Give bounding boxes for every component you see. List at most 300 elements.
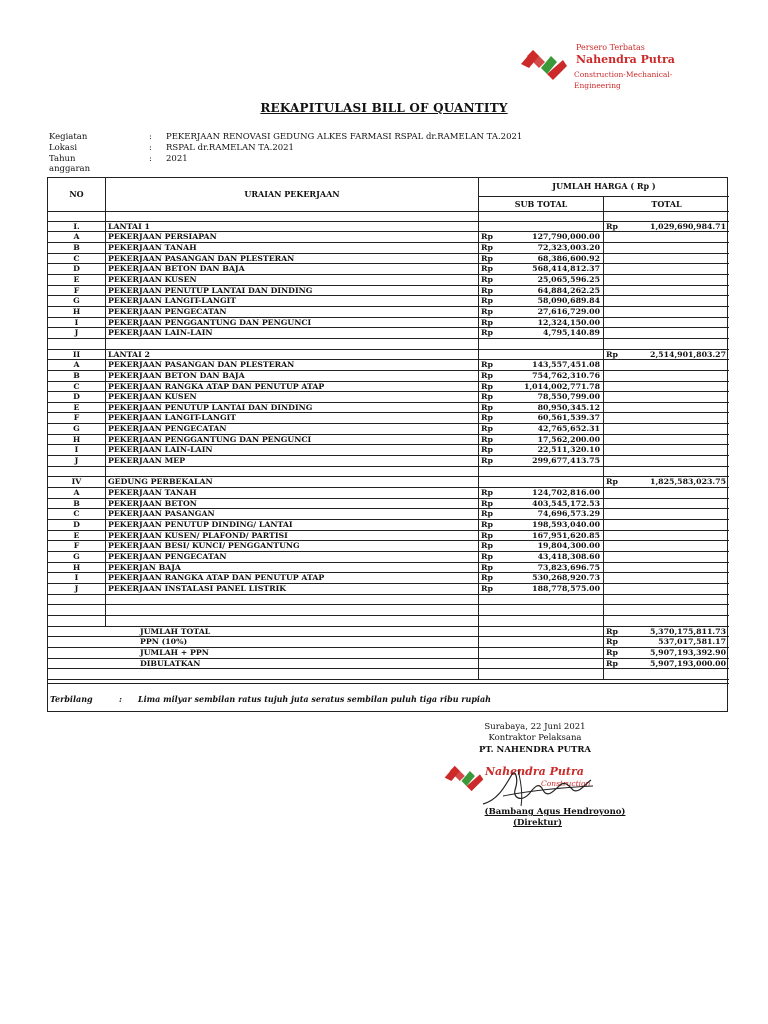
subtotal-amount: 25,065,596.25 (537, 274, 600, 284)
cell-total (604, 499, 729, 509)
cell-subtotal (479, 392, 604, 402)
cell-no (48, 648, 106, 658)
currency-label: Rp (481, 296, 493, 306)
cell-total (604, 488, 729, 498)
cell-no: A (48, 488, 106, 498)
currency-label: Rp (481, 402, 493, 412)
cell-no: A (48, 360, 106, 370)
cell-no: J (48, 456, 106, 466)
summary-row (48, 627, 729, 638)
subtotal-amount: 43,418,308.60 (537, 552, 600, 561)
cell-subtotal (479, 499, 604, 509)
cell-no: B (48, 243, 106, 253)
table-row (48, 275, 729, 286)
cell-no (48, 339, 106, 349)
boq-table (47, 177, 728, 712)
cell-total (604, 382, 729, 392)
subtotal-amount: 403,545,172.53 (532, 498, 600, 508)
cell-subtotal (479, 605, 604, 615)
cell-uraian: PEKERJAAN LANGIT-LANGIT (106, 413, 479, 423)
table-row (48, 616, 729, 627)
cell-no: H (48, 435, 106, 445)
cell-no (48, 637, 106, 647)
summary-row (48, 648, 729, 659)
table-row (48, 307, 729, 318)
summary-row (48, 669, 729, 680)
currency-label: Rp (481, 456, 493, 466)
cell-no: C (48, 382, 106, 392)
subtotal-amount: 19,804,300.00 (537, 541, 600, 551)
cell-uraian: PEKERJAAN PENGECATAN (106, 307, 479, 317)
cell-total (604, 211, 729, 221)
cell-total (604, 371, 729, 381)
cell-subtotal (479, 488, 604, 498)
table-row (48, 232, 729, 243)
subtotal-amount: 72,323,003.20 (537, 242, 600, 252)
cell-no (48, 659, 106, 669)
cell-uraian: PEKERJAAN PASANGAN DAN PLESTERAN (106, 360, 479, 370)
currency-label: Rp (481, 424, 493, 434)
table-row (48, 254, 729, 265)
cell-no: I (48, 445, 106, 455)
cell-no (48, 616, 106, 626)
total-amount: 1,029,690,984.71 (650, 221, 726, 231)
table-row (48, 477, 729, 488)
cell-total (604, 424, 729, 434)
total-amount: 2,514,901,803.27 (650, 349, 726, 359)
total-amount: 1,825,583,023.75 (650, 477, 726, 487)
cell-subtotal (479, 648, 604, 658)
table-row (48, 424, 729, 435)
table-row (48, 509, 729, 520)
header-uraian: URAIAN PEKERJAAN (106, 178, 479, 211)
cell-uraian: PEKERJAAN BETON DAN BAJA (106, 371, 479, 381)
cell-uraian: PEKERJAAN PERSIAPAN (106, 232, 479, 242)
cell-uraian: PEKERJAAN BETON (106, 499, 479, 509)
subtotal-amount: 198,593,040.00 (532, 520, 600, 530)
cell-uraian: PEKERJAAN KUSEN/ PLAFOND/ PARTISI (106, 531, 479, 541)
cell-subtotal (479, 382, 604, 392)
cell-total (604, 616, 729, 626)
cell-no: J (48, 584, 106, 594)
cell-total (604, 637, 729, 647)
table-row (48, 222, 729, 233)
currency-label: Rp (481, 488, 493, 498)
cell-total (604, 605, 729, 615)
table-row (48, 296, 729, 307)
table-row (48, 350, 729, 361)
currency-label: Rp (606, 637, 618, 647)
cell-subtotal (479, 424, 604, 434)
currency-label: Rp (481, 253, 493, 263)
cell-no: J (48, 328, 106, 338)
currency-label: Rp (481, 562, 493, 572)
table-row (48, 328, 729, 339)
cell-no: I (48, 318, 106, 328)
cell-no: E (48, 275, 106, 285)
info-label: Lokasi (49, 143, 78, 153)
cell-subtotal (479, 456, 604, 466)
cell-uraian: PEKERJAAN KUSEN (106, 275, 479, 285)
summary-label (106, 669, 479, 679)
cell-total (604, 222, 729, 232)
cell-subtotal (479, 264, 604, 274)
currency-label: Rp (481, 317, 493, 327)
currency-label: Rp (481, 413, 493, 423)
header-subtotal: SUB TOTAL (479, 197, 604, 211)
cell-subtotal (479, 637, 604, 647)
currency-label: Rp (481, 573, 493, 583)
document-title: REKAPITULASI BILL OF QUANTITY (260, 101, 508, 115)
cell-no: A (48, 232, 106, 242)
cell-uraian (106, 616, 479, 626)
currency-label: Rp (481, 285, 493, 295)
cell-no: D (48, 392, 106, 402)
cell-subtotal (479, 595, 604, 605)
table-row (48, 456, 729, 467)
signature-company: PT. NAHENDRA PUTRA (479, 745, 591, 755)
currency-label: Rp (606, 658, 618, 668)
currency-label: Rp (481, 530, 493, 540)
cell-total (604, 509, 729, 519)
table-row (48, 584, 729, 595)
cell-subtotal (479, 307, 604, 317)
cell-uraian (106, 339, 479, 349)
cell-no: G (48, 552, 106, 562)
summary-label: DIBULATKAN (106, 659, 479, 669)
cell-no: C (48, 254, 106, 264)
table-row (48, 467, 729, 478)
header-jumlah-harga: JUMLAH HARGA ( Rp ) (479, 178, 729, 197)
cell-subtotal (479, 350, 604, 360)
cell-subtotal (479, 445, 604, 455)
cell-total (604, 339, 729, 349)
table-body (48, 211, 729, 680)
cell-subtotal (479, 520, 604, 530)
currency-label: Rp (481, 445, 493, 455)
info-value: RSPAL dr.RAMELAN TA.2021 (166, 143, 294, 153)
stamp-name: Nahendra Putra (485, 765, 584, 778)
subtotal-amount: 80,950,345.12 (537, 402, 600, 412)
cell-total (604, 296, 729, 306)
cell-no: C (48, 509, 106, 519)
info-value: PEKERJAAN RENOVASI GEDUNG ALKES FARMASI RSPAL dr.RAMELAN TA.2021 (166, 132, 523, 142)
cell-uraian: PEKERJAAN PENUTUP DINDING/ LANTAI (106, 520, 479, 530)
cell-no: E (48, 403, 106, 413)
currency-label: Rp (481, 434, 493, 444)
table-row (48, 318, 729, 329)
subtotal-amount: 73,823,696.75 (537, 562, 600, 572)
subtotal-amount: 188,778,575.00 (532, 583, 600, 593)
currency-label: Rp (606, 626, 618, 636)
table-row (48, 264, 729, 275)
cell-total (604, 307, 729, 317)
cell-subtotal (479, 552, 604, 562)
cell-uraian: PEKERJAAN MEP (106, 456, 479, 466)
header-no: NO (48, 178, 106, 211)
cell-uraian (106, 467, 479, 477)
subtotal-amount: 124,702,816.00 (532, 488, 600, 498)
table-row (48, 520, 729, 531)
cell-total (604, 360, 729, 370)
table-row (48, 552, 729, 563)
currency-label: Rp (481, 392, 493, 402)
cell-subtotal (479, 616, 604, 626)
table-row (48, 371, 729, 382)
cell-total (604, 467, 729, 477)
cell-no: I. (48, 222, 106, 232)
currency-label: Rp (606, 349, 618, 359)
subtotal-amount: 12,324,150.00 (537, 317, 600, 327)
cell-subtotal (479, 232, 604, 242)
terbilang-colon: : (119, 694, 122, 704)
terbilang-label: Terbilang (50, 694, 93, 704)
currency-label: Rp (481, 381, 493, 391)
cell-no (48, 467, 106, 477)
subtotal-amount: 74,696,573.29 (537, 509, 600, 519)
cell-no: E (48, 531, 106, 541)
cell-total (604, 445, 729, 455)
cell-no: IV (48, 477, 106, 487)
info-value: 2021 (166, 154, 188, 164)
cell-no: F (48, 413, 106, 423)
table-row (48, 243, 729, 254)
subtotal-amount: 42,765,652.31 (537, 424, 600, 434)
cell-subtotal (479, 669, 604, 679)
cell-uraian: PEKERJAAN TANAH (106, 488, 479, 498)
cell-total (604, 541, 729, 551)
table-row (48, 605, 729, 616)
cell-total (604, 243, 729, 253)
cell-total (604, 627, 729, 637)
company-logo (519, 40, 719, 90)
subtotal-amount: 143,557,451.08 (532, 360, 600, 370)
handwritten-signature (443, 756, 623, 811)
terbilang-text: Lima milyar sembilan ratus tujuh juta seratus sembilan puluh tiga ribu rupiah (138, 694, 491, 704)
cell-subtotal (479, 360, 604, 370)
cell-subtotal (479, 254, 604, 264)
cell-uraian: PEKERJAAN PENUTUP LANTAI DAN DINDING (106, 286, 479, 296)
summary-row (48, 659, 729, 670)
company-stamp (443, 756, 623, 811)
summary-label: JUMLAH TOTAL (106, 627, 479, 637)
summary-amount: 5,370,175,811.73 (650, 626, 726, 636)
currency-label: Rp (481, 498, 493, 508)
table-row (48, 595, 729, 606)
cell-total (604, 350, 729, 360)
cell-subtotal (479, 435, 604, 445)
cell-subtotal (479, 403, 604, 413)
cell-subtotal (479, 509, 604, 519)
cell-subtotal (479, 627, 604, 637)
cell-total (604, 318, 729, 328)
cell-uraian: PEKERJAAN RANGKA ATAP DAN PENUTUP ATAP (106, 382, 479, 392)
currency-label: Rp (481, 360, 493, 370)
cell-subtotal (479, 371, 604, 381)
summary-amount: 537,017,581.17 (658, 637, 726, 647)
currency-label: Rp (606, 477, 618, 487)
cell-uraian: PEKERJAAN LANGIT-LANGIT (106, 296, 479, 306)
summary-label: JUMLAH + PPN (106, 648, 479, 658)
cell-subtotal (479, 573, 604, 583)
cell-no: II (48, 350, 106, 360)
header-total: TOTAL (651, 199, 682, 209)
signatory-name: (Bambang Agus Hendroyono) (484, 807, 626, 817)
cell-total (604, 584, 729, 594)
table-row (48, 413, 729, 424)
cell-subtotal (479, 222, 604, 232)
cell-no: B (48, 499, 106, 509)
cell-no: H (48, 307, 106, 317)
cell-subtotal (479, 243, 604, 253)
cell-uraian (106, 595, 479, 605)
table-row (48, 392, 729, 403)
info-colon: : (149, 143, 152, 153)
subtotal-amount: 1,014,002,771.78 (524, 381, 600, 391)
terbilang-row (48, 683, 729, 713)
subtotal-amount: 754,762,310.76 (532, 370, 600, 380)
cell-uraian: PEKERJAAN BESI/ KUNCI/ PENGGANTUNG (106, 541, 479, 551)
currency-label: Rp (481, 306, 493, 316)
company-tagline: Persero Terbatas (576, 43, 645, 52)
currency-label: Rp (481, 552, 493, 561)
currency-label: Rp (481, 583, 493, 593)
cell-no (48, 627, 106, 637)
cell-uraian: PEKERJAAN KUSEN (106, 392, 479, 402)
cell-uraian (106, 211, 479, 221)
cell-uraian (106, 605, 479, 615)
table-row (48, 445, 729, 456)
subtotal-amount: 568,414,812.37 (532, 264, 600, 274)
subtotal-amount: 17,562,200.00 (537, 434, 600, 444)
cell-total (604, 563, 729, 573)
cell-no: F (48, 286, 106, 296)
cell-uraian: PEKERJAAN PENGECATAN (106, 552, 479, 562)
cell-uraian: PEKERJAAN LAIN-LAIN (106, 445, 479, 455)
cell-total (604, 413, 729, 423)
table-row (48, 499, 729, 510)
table-row (48, 339, 729, 350)
currency-label: Rp (481, 232, 493, 242)
cell-no: G (48, 424, 106, 434)
cell-subtotal (479, 275, 604, 285)
info-colon: : (149, 132, 152, 142)
cell-total (604, 520, 729, 530)
company-name: Nahendra Putra (576, 53, 675, 66)
cell-subtotal (479, 318, 604, 328)
currency-label: Rp (481, 264, 493, 274)
summary-label: PPN (10%) (106, 637, 479, 647)
cell-total (604, 595, 729, 605)
cell-total (604, 232, 729, 242)
cell-uraian: GEDUNG PERBEKALAN (106, 477, 479, 487)
cell-total (604, 531, 729, 541)
cell-no: H (48, 563, 106, 573)
info-label: Tahun anggaran (49, 154, 91, 174)
cell-subtotal (479, 413, 604, 423)
table-row (48, 211, 729, 222)
signature-role: Kontraktor Pelaksana (488, 733, 582, 743)
info-label: Kegiatan (49, 132, 88, 142)
currency-label: Rp (481, 541, 493, 551)
cell-uraian: PEKERJAAN PENUTUP LANTAI DAN DINDING (106, 403, 479, 413)
subtotal-amount: 60,561,539.37 (537, 413, 600, 423)
cell-no (48, 605, 106, 615)
subtotal-amount: 530,268,920.73 (532, 573, 600, 583)
cell-uraian: PEKERJAAN TANAH (106, 243, 479, 253)
cell-uraian: PEKERJAN BAJA (106, 563, 479, 573)
cell-uraian: PEKERJAAN BETON DAN BAJA (106, 264, 479, 274)
subtotal-amount: 64,884,262.25 (537, 285, 600, 295)
cell-no: D (48, 520, 106, 530)
cell-total (604, 254, 729, 264)
table-row (48, 286, 729, 297)
table-row (48, 382, 729, 393)
cell-no: B (48, 371, 106, 381)
cell-total (604, 275, 729, 285)
table-row (48, 531, 729, 542)
table-row (48, 563, 729, 574)
signatory-title: (Direktur) (512, 818, 562, 828)
cell-total (604, 573, 729, 583)
cell-no: G (48, 296, 106, 306)
currency-label: Rp (606, 221, 618, 231)
cell-total (604, 328, 729, 338)
cell-total (604, 456, 729, 466)
cell-subtotal (479, 296, 604, 306)
currency-label: Rp (481, 274, 493, 284)
summary-amount: 5,907,193,000.00 (650, 658, 726, 668)
currency-label: Rp (481, 509, 493, 519)
cell-total (604, 659, 729, 669)
company-sub: Construction-Mechanical-Engineering (574, 70, 673, 90)
subtotal-amount: 167,951,620.85 (532, 530, 600, 540)
subtotal-amount: 127,790,000.00 (532, 232, 600, 242)
table-row (48, 435, 729, 446)
cell-subtotal (479, 467, 604, 477)
currency-label: Rp (606, 647, 618, 657)
signature-place-date: Surabaya, 22 Juni 2021 (484, 722, 586, 732)
currency-label: Rp (481, 520, 493, 530)
cell-no (48, 211, 106, 221)
cell-total (604, 477, 729, 487)
cell-subtotal (479, 584, 604, 594)
cell-total (604, 552, 729, 562)
cell-no: D (48, 264, 106, 274)
cell-total (604, 435, 729, 445)
cell-total (604, 669, 729, 679)
subtotal-amount: 78,550,799.00 (537, 392, 600, 402)
subtotal-amount: 68,386,600.92 (537, 253, 600, 263)
subtotal-amount: 58,090,689.84 (537, 296, 600, 306)
currency-label: Rp (481, 242, 493, 252)
currency-label: Rp (481, 370, 493, 380)
table-row (48, 573, 729, 584)
cell-subtotal (479, 563, 604, 573)
cell-subtotal (479, 477, 604, 487)
table-row (48, 488, 729, 499)
table-row (48, 541, 729, 552)
cell-no (48, 669, 106, 679)
stamp-sub: Construction (541, 779, 591, 788)
cell-uraian: PEKERJAAN PASANGAN (106, 509, 479, 519)
currency-label: Rp (481, 328, 493, 338)
cell-uraian: PEKERJAAN PENGGANTUNG DAN PENGUNCI (106, 435, 479, 445)
cell-uraian: PEKERJAAN RANGKA ATAP DAN PENUTUP ATAP (106, 573, 479, 583)
subtotal-amount: 22,511,320.10 (537, 445, 600, 455)
cell-uraian: PEKERJAAN PENGECATAN (106, 424, 479, 434)
cell-subtotal (479, 328, 604, 338)
